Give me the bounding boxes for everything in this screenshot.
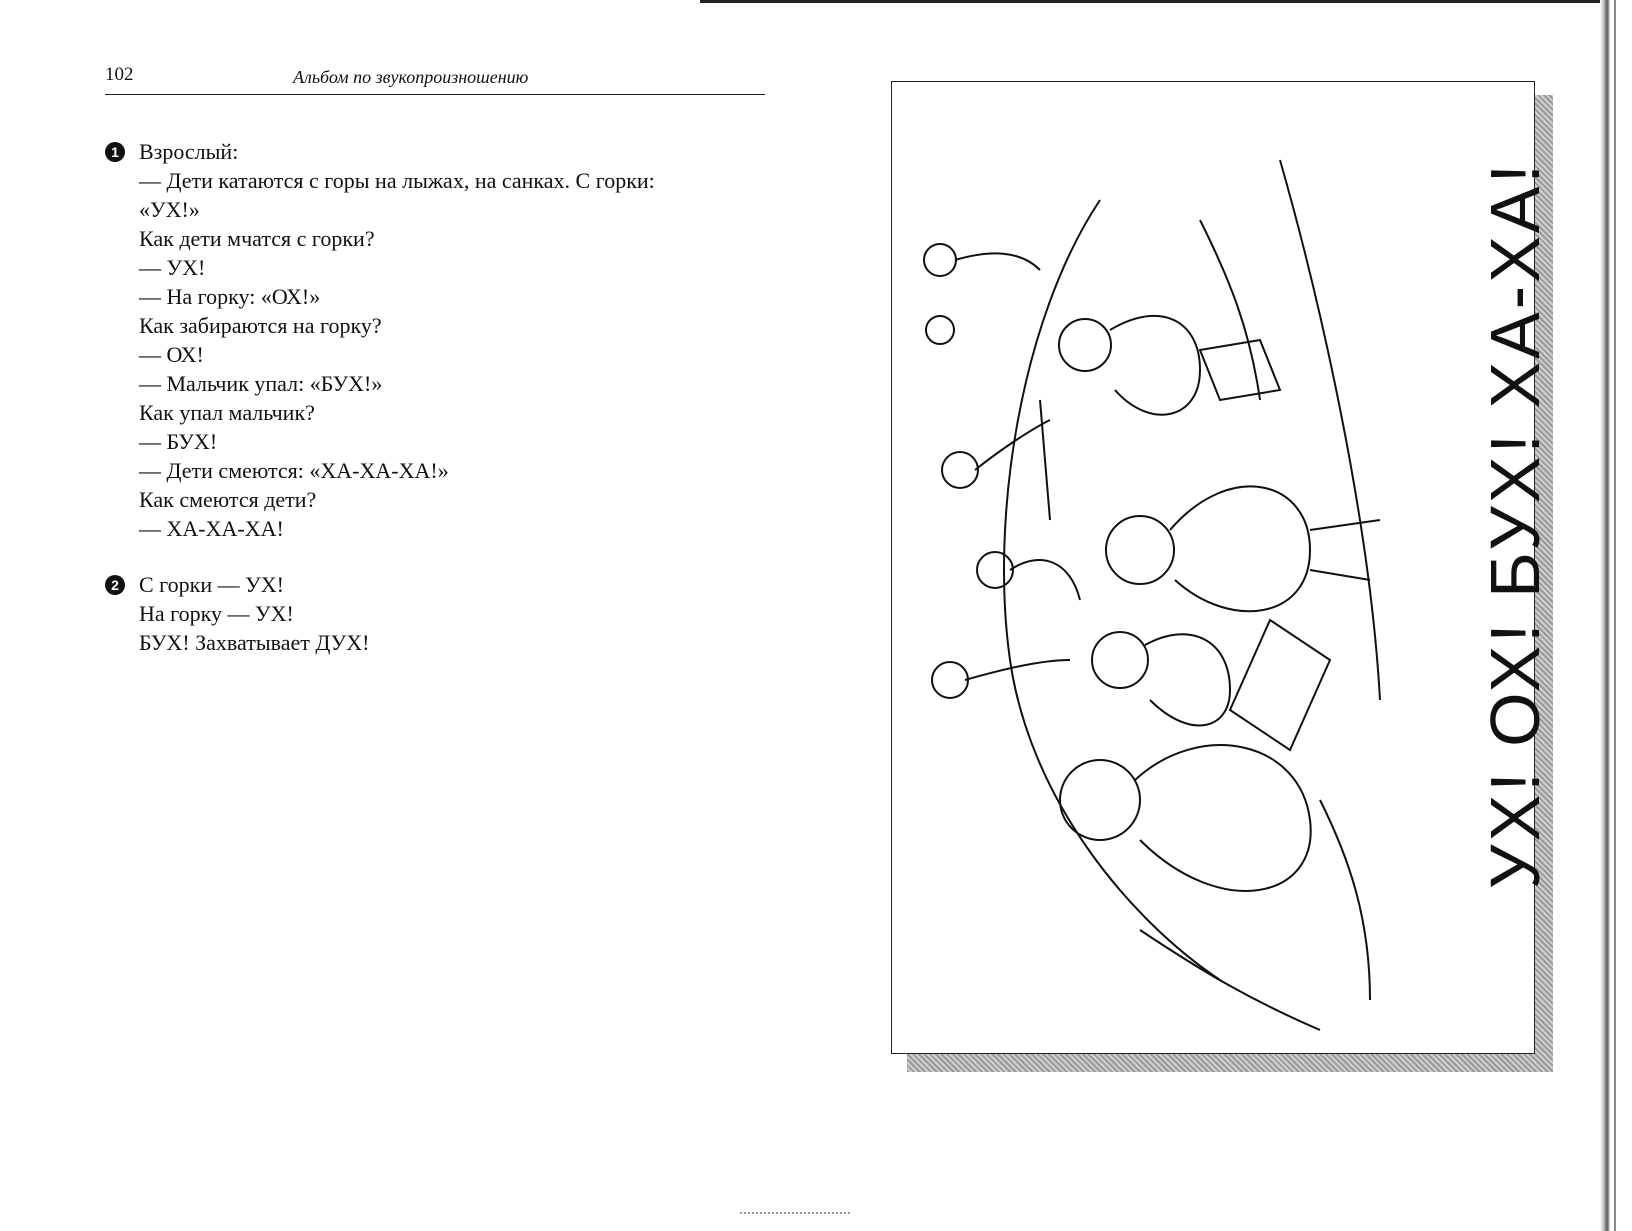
child-figure — [924, 244, 1040, 344]
text-line: — ХА-ХА-ХА! — [139, 516, 284, 541]
child-figure — [1059, 316, 1280, 415]
snow-line — [1140, 930, 1320, 1030]
exercise-number-badge: 1 — [105, 142, 125, 162]
hill-slope — [1280, 160, 1380, 700]
illustration-caption: УХ! ОХ! БУХ! ХА-ХА! — [1476, 161, 1554, 889]
page-header — [105, 64, 765, 95]
text-line: Взрослый: — [139, 139, 239, 164]
book-spine-shadow — [1600, 0, 1610, 1231]
running-title: Альбом по звукопроизношению — [293, 67, 529, 87]
scan-edge-top — [700, 0, 1600, 3]
poem-line: На горку — УХ! — [139, 601, 294, 626]
child-figure — [942, 400, 1050, 520]
text-line: Как упал мальчик? — [139, 400, 315, 425]
text-line: — Мальчик упал: «БУХ!» — [139, 371, 383, 396]
text-line: Как смеются дети? — [139, 487, 317, 512]
scan-artifact — [740, 1212, 850, 1216]
child-figure — [932, 660, 1070, 698]
exercise-number-badge: 2 — [105, 575, 125, 595]
child-figure — [1106, 486, 1380, 611]
child-figure — [977, 552, 1080, 600]
exercise-2-poem — [139, 570, 779, 657]
text-line: — УХ! — [139, 255, 206, 280]
illustration-caption-area — [1455, 90, 1575, 960]
book-spine-line — [1614, 0, 1616, 1231]
text-line: — Дети катаются с горы на лыжах, на санках. С горки: — [139, 168, 655, 193]
children-sledding-illustration — [900, 100, 1460, 1040]
text-line: «УХ!» — [139, 197, 200, 222]
page-number: 102 — [105, 64, 134, 85]
snow-line — [1320, 800, 1370, 1000]
text-line: — БУХ! — [139, 429, 218, 454]
text-line: Как дети мчатся с горки? — [139, 226, 375, 251]
child-figure — [1092, 632, 1230, 725]
exercise-1-text — [139, 137, 779, 543]
text-line: — На горку: «ОХ!» — [139, 284, 321, 309]
text-line: — Дети смеются: «ХА-ХА-ХА!» — [139, 458, 449, 483]
poem-line: БУХ! Захватывает ДУХ! — [139, 630, 370, 655]
text-line: Как забираются на горку? — [139, 313, 382, 338]
poem-line: С горки — УХ! — [139, 572, 284, 597]
text-line: — ОХ! — [139, 342, 204, 367]
child-figure — [1060, 620, 1330, 891]
